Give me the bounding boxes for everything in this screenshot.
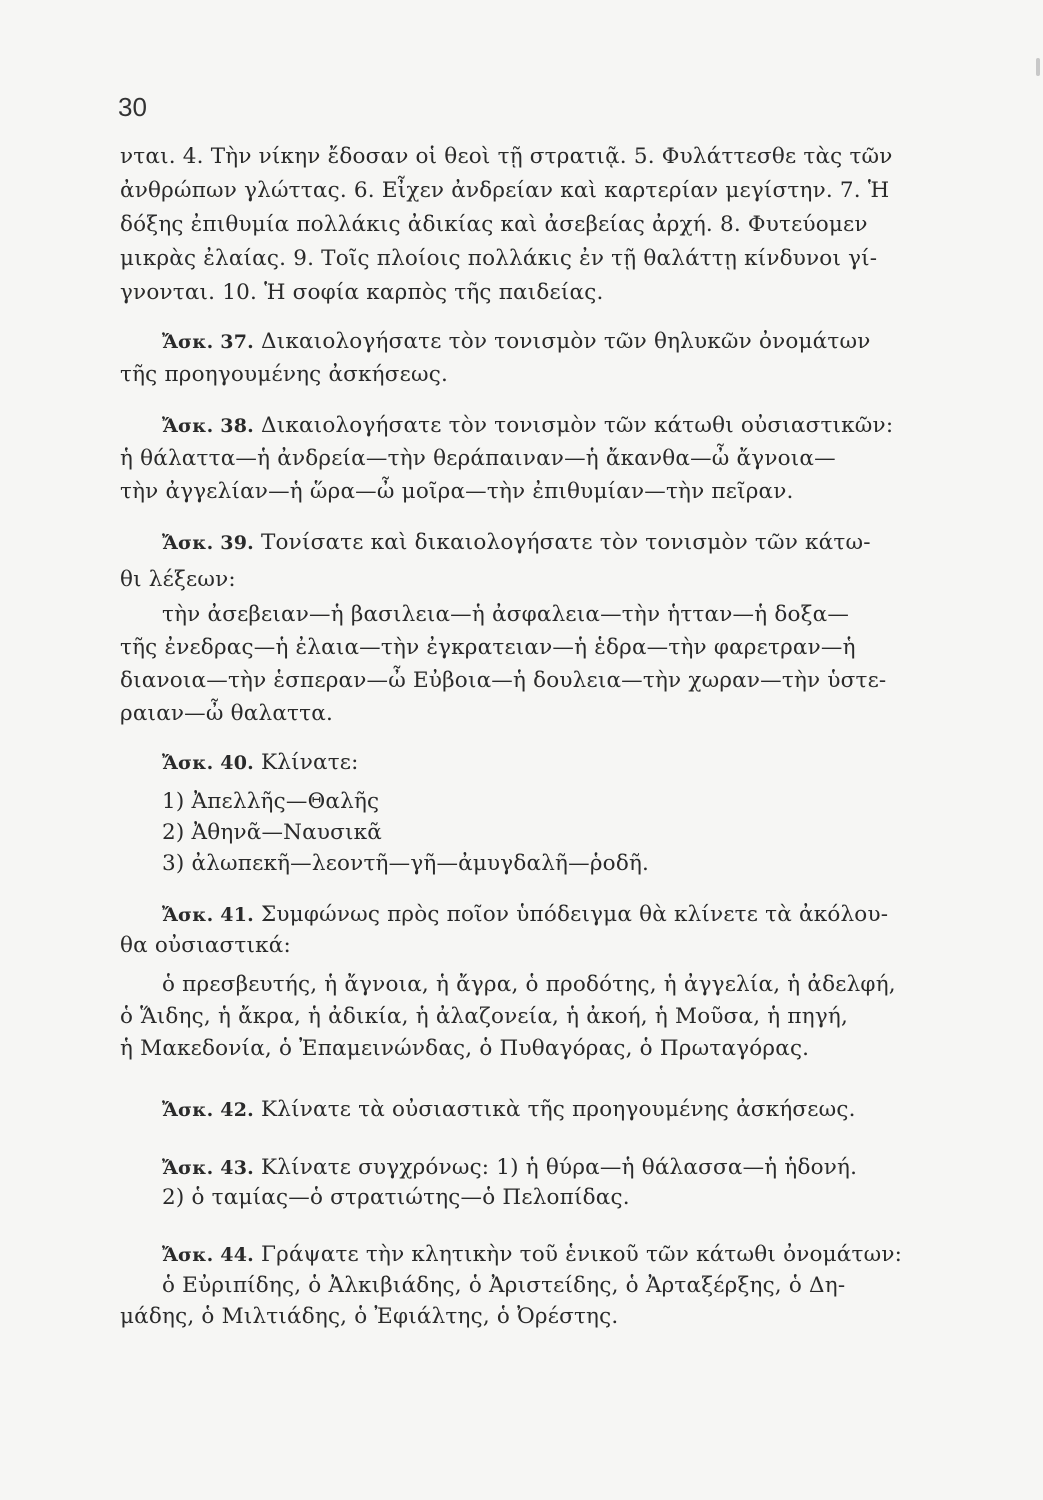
- exercise-38-label: Ἄσκ. 38.: [162, 415, 254, 437]
- exercise-41-line: ἡ Μακεδονία, ὁ Ἐπαμεινώνδας, ὁ Πυθαγόρας, ὁ Πρωταγόρας.: [120, 1036, 810, 1061]
- exercise-44-line: μάδης, ὁ Μιλτιάδης, ὁ Ἐφιάλτης, ὁ Ὀρέστης.: [120, 1304, 619, 1329]
- exercise-39-line: ραιαν—ὦ θαλαττα.: [120, 701, 333, 726]
- exercise-40-line: Ἄσκ. 40. Κλίνατε:: [162, 750, 359, 775]
- exercise-40-item: 2) Ἀθηνᾶ—Ναυσικᾶ: [162, 820, 383, 845]
- exercise-41-line: ὁ πρεσβευτής, ἡ ἄγνοια, ἡ ἄγρα, ὁ προδότης, ἡ ἀγγελία, ἡ ἀδελφή,: [162, 972, 896, 997]
- exercise-41-line: Ἄσκ. 41. Συμφώνως πρὸς ποῖον ὑπόδειγμα θὰ κλίνετε τὰ ἀκόλου-: [162, 902, 889, 927]
- page-number: 30: [118, 92, 147, 122]
- exercise-37-line: τῆς προηγουμένης ἀσκήσεως.: [120, 362, 448, 387]
- exercise-43-line: Ἄσκ. 43. Κλίνατε συγχρόνως: 1) ἡ θύρα—ἡ θάλασσα—ἡ ἡδονή.: [162, 1155, 858, 1180]
- exercise-38-line: ἡ θάλαττα—ἡ ἀνδρεία—τὴν θεράπαιναν—ἡ ἄκανθα—ὦ ἄγνοια—: [120, 446, 836, 471]
- exercise-37-line: Ἄσκ. 37. Δικαιολογήσατε τὸν τονισμὸν τῶν θηλυκῶν ὀνομάτων: [162, 329, 871, 354]
- exercise-44-line: ὁ Εὐριπίδης, ὁ Ἀλκιβιάδης, ὁ Ἀριστείδης, ὁ Ἀρταξέρξης, ὁ Δη-: [162, 1273, 846, 1298]
- exercise-39-label: Ἄσκ. 39.: [162, 532, 254, 554]
- exercise-43-label: Ἄσκ. 43.: [162, 1157, 254, 1179]
- exercise-40-label: Ἄσκ. 40.: [162, 752, 254, 774]
- exercise-41-label: Ἄσκ. 41.: [162, 904, 254, 926]
- text-line: γνονται. 10. Ἡ σοφία καρπὸς τῆς παιδείας.: [120, 280, 604, 305]
- text-line: μικρὰς ἐλαίας. 9. Τοῖς πλοίοις πολλάκις ἐν τῇ θαλάττῃ κίνδυνοι γί-: [120, 246, 878, 271]
- exercise-44-line: Ἄσκ. 44. Γράψατε τὴν κλητικὴν τοῦ ἑνικοῦ τῶν κάτωθι ὀνομάτων:: [162, 1242, 903, 1267]
- exercise-40-item: 1) Ἀπελλῆς—Θαλῆς: [162, 789, 380, 814]
- exercise-37-label: Ἄσκ. 37.: [162, 331, 254, 353]
- exercise-42-label: Ἄσκ. 42.: [162, 1099, 254, 1121]
- exercise-39-line: τὴν ἀσεβειαν—ἡ βασιλεια—ἡ ἀσφαλεια—τὴν ἡτταν—ἡ δοξα—: [162, 602, 850, 627]
- exercise-39-line: διανοια—τὴν ἑσπεραν—ὦ Εὐβοια—ἡ δουλεια—τὴν χωραν—τὴν ὑστε-: [120, 668, 887, 693]
- page-mark: [1036, 58, 1040, 76]
- exercise-39-line: τῆς ἐνεδρας—ἡ ἐλαια—τὴν ἐγκρατειαν—ἡ ἑδρα—τὴν φαρετραν—ἡ: [120, 635, 856, 660]
- exercise-44-label: Ἄσκ. 44.: [162, 1244, 254, 1266]
- exercise-39-line: Ἄσκ. 39. Τονίσατε καὶ δικαιολογήσατε τὸν τονισμὸν τῶν κάτω-: [162, 530, 871, 555]
- exercise-43-line: 2) ὁ ταμίας—ὁ στρατιώτης—ὁ Πελοπίδας.: [162, 1185, 630, 1210]
- text-line: ἀνθρώπων γλώττας. 6. Εἶχεν ἀνδρείαν καὶ καρτερίαν μεγίστην. 7. Ἡ: [120, 178, 890, 203]
- exercise-38-line: Ἄσκ. 38. Δικαιολογήσατε τὸν τονισμὸν τῶν κάτωθι οὐσιαστικῶν:: [162, 413, 894, 438]
- text-line: νται. 4. Τὴν νίκην ἔδοσαν οἱ θεοὶ τῇ στρατιᾷ. 5. Φυλάττεσθε τὰς τῶν: [120, 144, 893, 169]
- exercise-38-line: τὴν ἀγγελίαν—ἡ ὥρα—ὦ μοῖρα—τὴν ἐπιθυμίαν—τὴν πεῖραν.: [120, 479, 794, 504]
- exercise-41-line: θα οὐσιαστικά:: [120, 933, 291, 958]
- exercise-42-line: Ἄσκ. 42. Κλίνατε τὰ οὐσιαστικὰ τῆς προηγουμένης ἀσκήσεως.: [162, 1097, 856, 1122]
- exercise-39-line: θι λέξεων:: [120, 567, 236, 592]
- exercise-40-item: 3) ἀλωπεκῆ—λεοντῆ—γῆ—ἀμυγδαλῆ—ῥοδῆ.: [162, 851, 650, 876]
- exercise-41-line: ὁ Ἅιδης, ἡ ἄκρα, ἡ ἀδικία, ἡ ἀλαζονεία, ἡ ἀκοή, ἡ Μοῦσα, ἡ πηγή,: [120, 1004, 848, 1029]
- text-line: δόξης ἐπιθυμία πολλάκις ἀδικίας καὶ ἀσεβείας ἀρχή. 8. Φυτεύομεν: [120, 212, 868, 237]
